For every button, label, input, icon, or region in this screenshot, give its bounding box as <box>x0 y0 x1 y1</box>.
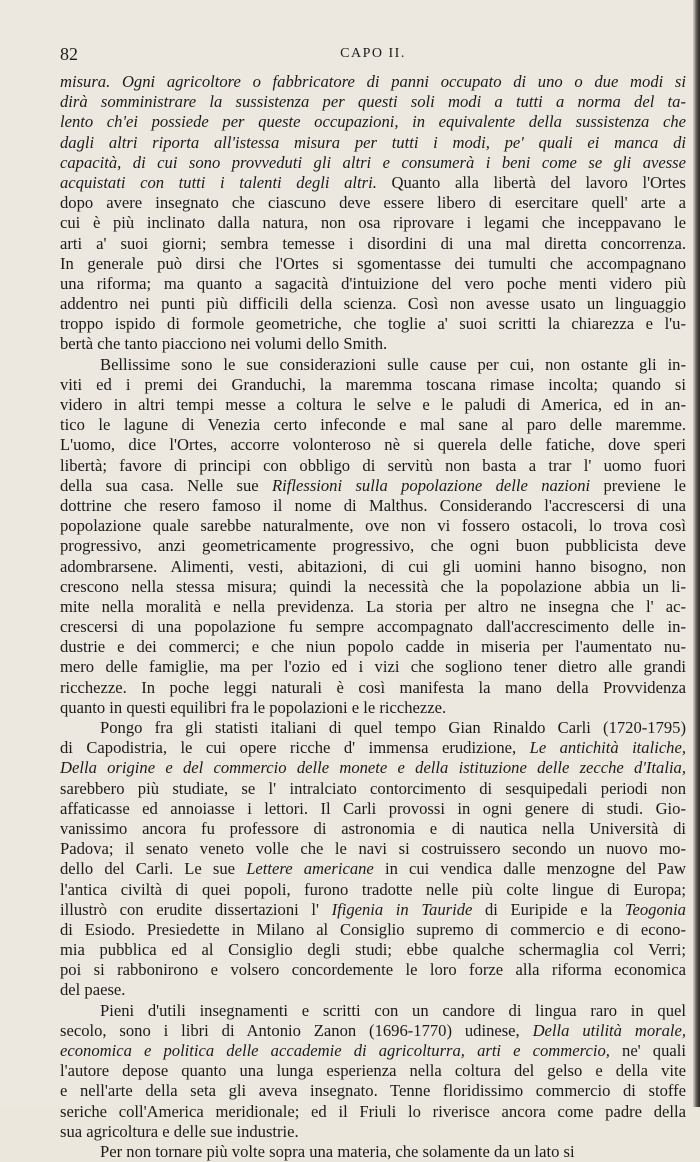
text-run: quanto in questi equilibri fra le popolazioni e le ricchezze. <box>60 697 447 717</box>
text-run: adombrarsene. Alimenti, vesti, abitazioni, di cui gli uomini hanno bisogno, non <box>60 556 686 576</box>
text-line <box>60 657 686 677</box>
text-line <box>60 92 686 112</box>
italic-text: economica e politica delle accademie di agricolturra, arti e commercio, <box>60 1041 610 1060</box>
text-line <box>60 900 686 920</box>
paragraph <box>60 1142 686 1162</box>
text-run: di Euripide e la <box>472 899 625 919</box>
text-run: dottrine che resero famoso il nome di Malthus. Considerando l'accrescersi di una <box>60 495 686 515</box>
text-run: arti a' suoi giorni; sembra temesse i disordini di una mal diretta concorrenza. <box>60 233 686 253</box>
text-run: In generale può dirsi che l'Ortes si sgomentasse dei tumulti che accompagnano <box>60 253 686 273</box>
text-run: ne' quali <box>609 1041 686 1060</box>
text-line <box>60 577 686 597</box>
text-run: una riforma; ma quanto a sagacità d'intuizione del vero poche menti videro più <box>60 273 686 293</box>
text-line <box>60 758 686 778</box>
text-run: Pieni d'utili insegnamenti e scritti con un candore di lingua raro in quel <box>100 1000 686 1020</box>
text-run: sua agricoltura e delle sue industrie. <box>60 1121 299 1141</box>
text-run: secolo, sono i libri di Antonio Zanon (1696-1770) udinese, <box>60 1020 533 1040</box>
text-line <box>60 819 686 839</box>
text-run: dopo avere insegnato che ciascuno deve essere libero di esercitare quell' arte a <box>60 193 686 213</box>
italic-text: dagli altri riporta all'istessa misura per tutti i modi, pe' quali ei manca di <box>60 132 686 152</box>
text-line <box>60 1142 686 1162</box>
italic-text: Riflessioni sulla popolazione delle nazioni <box>272 475 591 495</box>
text-run: Padova; il senato veneto volle che le navi si costruissero secondo un nuovo mo- <box>60 839 686 859</box>
text-run: previene le <box>590 475 686 495</box>
text-line <box>60 395 686 415</box>
text-line <box>60 718 686 738</box>
text-run: seriche coll'America meridionale; ed il Friuli lo riverisce ancora come padre della <box>60 1101 686 1121</box>
text-run: della sua casa. Nelle sue <box>60 475 273 495</box>
text-run: del paese. <box>60 980 126 1000</box>
text-run: mite nella moralità e nella previdenza. La storia per altro ne insegna che l' ac- <box>60 596 686 616</box>
text-run: dustrie e dei commerci; e che niun popolo cadde in miseria per l'aumentato nu- <box>60 637 686 657</box>
text-line <box>60 1021 686 1041</box>
text-line <box>60 698 686 718</box>
text-run: mia pubblica ed al Consiglio degli studi; ebbe qualche schermaglia col Verri; <box>60 940 686 960</box>
text-line <box>60 637 686 657</box>
text-run: in cui vendica dalle menzogne del Paw <box>373 859 686 879</box>
body-text <box>60 72 686 1162</box>
italic-text: misura. Ogni agricoltore o fabbricatore di panni occupato di uno o due modi si <box>60 72 686 91</box>
text-run: l'antica civiltà di quei popoli, furono tradotte nelle più colte lingue di Europa; <box>60 879 686 899</box>
text-line <box>60 617 686 637</box>
text-run: vanissimo ancora fu professore di astronomia e di nautica nella Università di <box>60 818 686 838</box>
italic-text: acquistati con tutti i talenti degli altri. <box>60 172 377 192</box>
text-line <box>60 940 686 960</box>
text-line <box>60 274 686 294</box>
text-line <box>60 173 686 193</box>
text-run: di Esiodo. Presiedette in Milano al Consiglio supremo di commercio e di econo- <box>60 919 686 939</box>
text-line <box>60 516 686 536</box>
paragraph <box>60 355 686 718</box>
text-line <box>60 738 686 758</box>
italic-text: dirà somministrare la sussistenza per questi soli modi a tutti a norma del ta- <box>60 92 686 112</box>
page-edge-shadow <box>693 0 700 1107</box>
text-run: Quanto alla libertà del lavoro l'Ortes <box>376 172 686 192</box>
text-run: viti ed i premi dei Granduchi, la maremma toscana rimase incolta; quando si <box>60 374 686 394</box>
italic-text: Ifigenia in Tauride <box>331 899 473 919</box>
text-run: illustrò con erudite dissertazioni l' <box>60 899 332 919</box>
text-line <box>60 375 686 395</box>
text-line <box>60 880 686 900</box>
text-line <box>60 496 686 516</box>
text-run: ricchezze. In poche leggi naturali è così manifesta la mano della Provvidenza <box>60 677 686 697</box>
paragraph <box>60 1001 686 1142</box>
italic-text: Le antichità italiche, <box>529 738 686 758</box>
italic-text: Della utilità morale, <box>532 1020 686 1040</box>
text-run: crescono nella stessa misura; quindi la necessità che la popolazione abbia un li- <box>60 576 686 596</box>
italic-text: Lettere americane <box>246 859 374 879</box>
text-run: dello del Carli. Le sue <box>60 859 247 879</box>
text-run: poi si rabbonirono e volsero concordemente le loro forze alla riforma economica <box>60 960 686 980</box>
text-line <box>60 476 686 496</box>
text-line <box>60 435 686 455</box>
text-run: crescersi di una popolazione fu sempre accompagnato dall'accrescimento delle in- <box>60 617 686 637</box>
page-header <box>60 44 686 68</box>
text-line <box>60 133 686 153</box>
text-run: Per non tornare più volte sopra una materia, che solamente da un lato si <box>100 1141 575 1161</box>
italic-text: lento ch'ei possiede per queste occupazioni, in equivalente della sussistenza che <box>60 112 686 132</box>
text-line <box>60 193 686 213</box>
text-line <box>60 456 686 476</box>
text-line <box>60 254 686 274</box>
paragraph <box>60 72 686 355</box>
text-line <box>60 1041 686 1061</box>
text-run: di Capodistria, le cui opere ricche d' immensa erudizione, <box>60 738 530 758</box>
text-run: videro in altri tempi messe a coltura le selve e le paludi di America, ed in an- <box>60 395 686 414</box>
text-line <box>60 294 686 314</box>
text-line <box>60 1081 686 1101</box>
text-run: L'uomo, dice l'Ortes, accorre volonteroso nè si querela delle fatiche, dove speri <box>60 435 686 455</box>
text-run: Bellissime sono le sue considerazioni sulle cause per cui, non ostante gli in- <box>100 354 686 374</box>
text-line <box>60 557 686 577</box>
text-line <box>60 678 686 698</box>
text-run: mero delle famiglie, ma per l'ozio ed i vizi che sogliono tener dietro alle grandi <box>60 657 686 677</box>
text-line <box>60 920 686 940</box>
running-head: CAPO II. <box>340 46 406 61</box>
text-line <box>60 536 686 556</box>
text-line <box>60 839 686 859</box>
text-line <box>60 1001 686 1021</box>
text-line <box>60 1061 686 1081</box>
text-line <box>60 355 686 375</box>
page-number: 82 <box>60 44 78 64</box>
text-line <box>60 234 686 254</box>
text-run: progressivo, anzi geometricamente progressivo, che ogni buon pubblicista deve <box>60 536 686 556</box>
text-line <box>60 334 686 354</box>
text-run: tico le lagune di Venezia certo infeconde e mal sane al paro delle maremme. <box>60 415 686 435</box>
text-line <box>60 980 686 1000</box>
text-line <box>60 213 686 233</box>
text-run: addentro nei punti più difficili della scienza. Così non avesse usato un linguaggio <box>60 294 686 314</box>
text-line <box>60 1102 686 1122</box>
text-line <box>60 960 686 980</box>
paragraph <box>60 718 686 1001</box>
text-run: troppo ispido di formole geometriche, che toglie a' suoi scritti la chiarezza e l'u- <box>60 314 686 334</box>
text-line <box>60 597 686 617</box>
text-run: sarebbero più studiate, se l' intralciato contorcimento di sesquipedali periodi non <box>60 778 686 798</box>
text-line <box>60 112 686 132</box>
text-line <box>60 314 686 334</box>
text-line <box>60 1122 686 1142</box>
text-run: Pongo fra gli statisti italiani di quel tempo Gian Rinaldo Carli (1720-1795) <box>100 718 686 737</box>
italic-text: Teogonia <box>624 899 686 919</box>
text-run: affaticasse ed annoiasse i lettori. Il Carli provossi in ogni genere di studi. Gio- <box>60 798 686 818</box>
text-line <box>60 779 686 799</box>
italic-text: capacità, di cui sono provveduti gli altri e consumerà i beni come se gli avesse <box>60 152 686 172</box>
text-run: l'autore depose quanto una lunga esperienza nella coltura del gelso e della vite <box>60 1061 686 1081</box>
text-run: bertà che tanto piacciono nei volumi dello Smith. <box>60 334 388 354</box>
text-line <box>60 72 686 92</box>
text-line <box>60 859 686 879</box>
text-line <box>60 799 686 819</box>
text-line <box>60 415 686 435</box>
text-run: cui è più inclinato dalla natura, non osa riprovare i legami che inceppavano le <box>60 213 686 233</box>
text-run: libertà; favore di principi con obbligo di servitù non basta a trar l' uomo fuori <box>60 455 686 475</box>
text-line <box>60 153 686 173</box>
text-run: popolazione quale sarebbe naturalmente, ove non vi fossero ostacoli, lo trova così <box>60 516 686 536</box>
text-run: e nell'arte della seta gli aveva insegnato. Tenne floridissimo commercio di stoffe <box>60 1081 686 1101</box>
italic-text: Della origine e del commercio delle monete e della istituzione delle zecche d'Italia, <box>60 758 686 778</box>
